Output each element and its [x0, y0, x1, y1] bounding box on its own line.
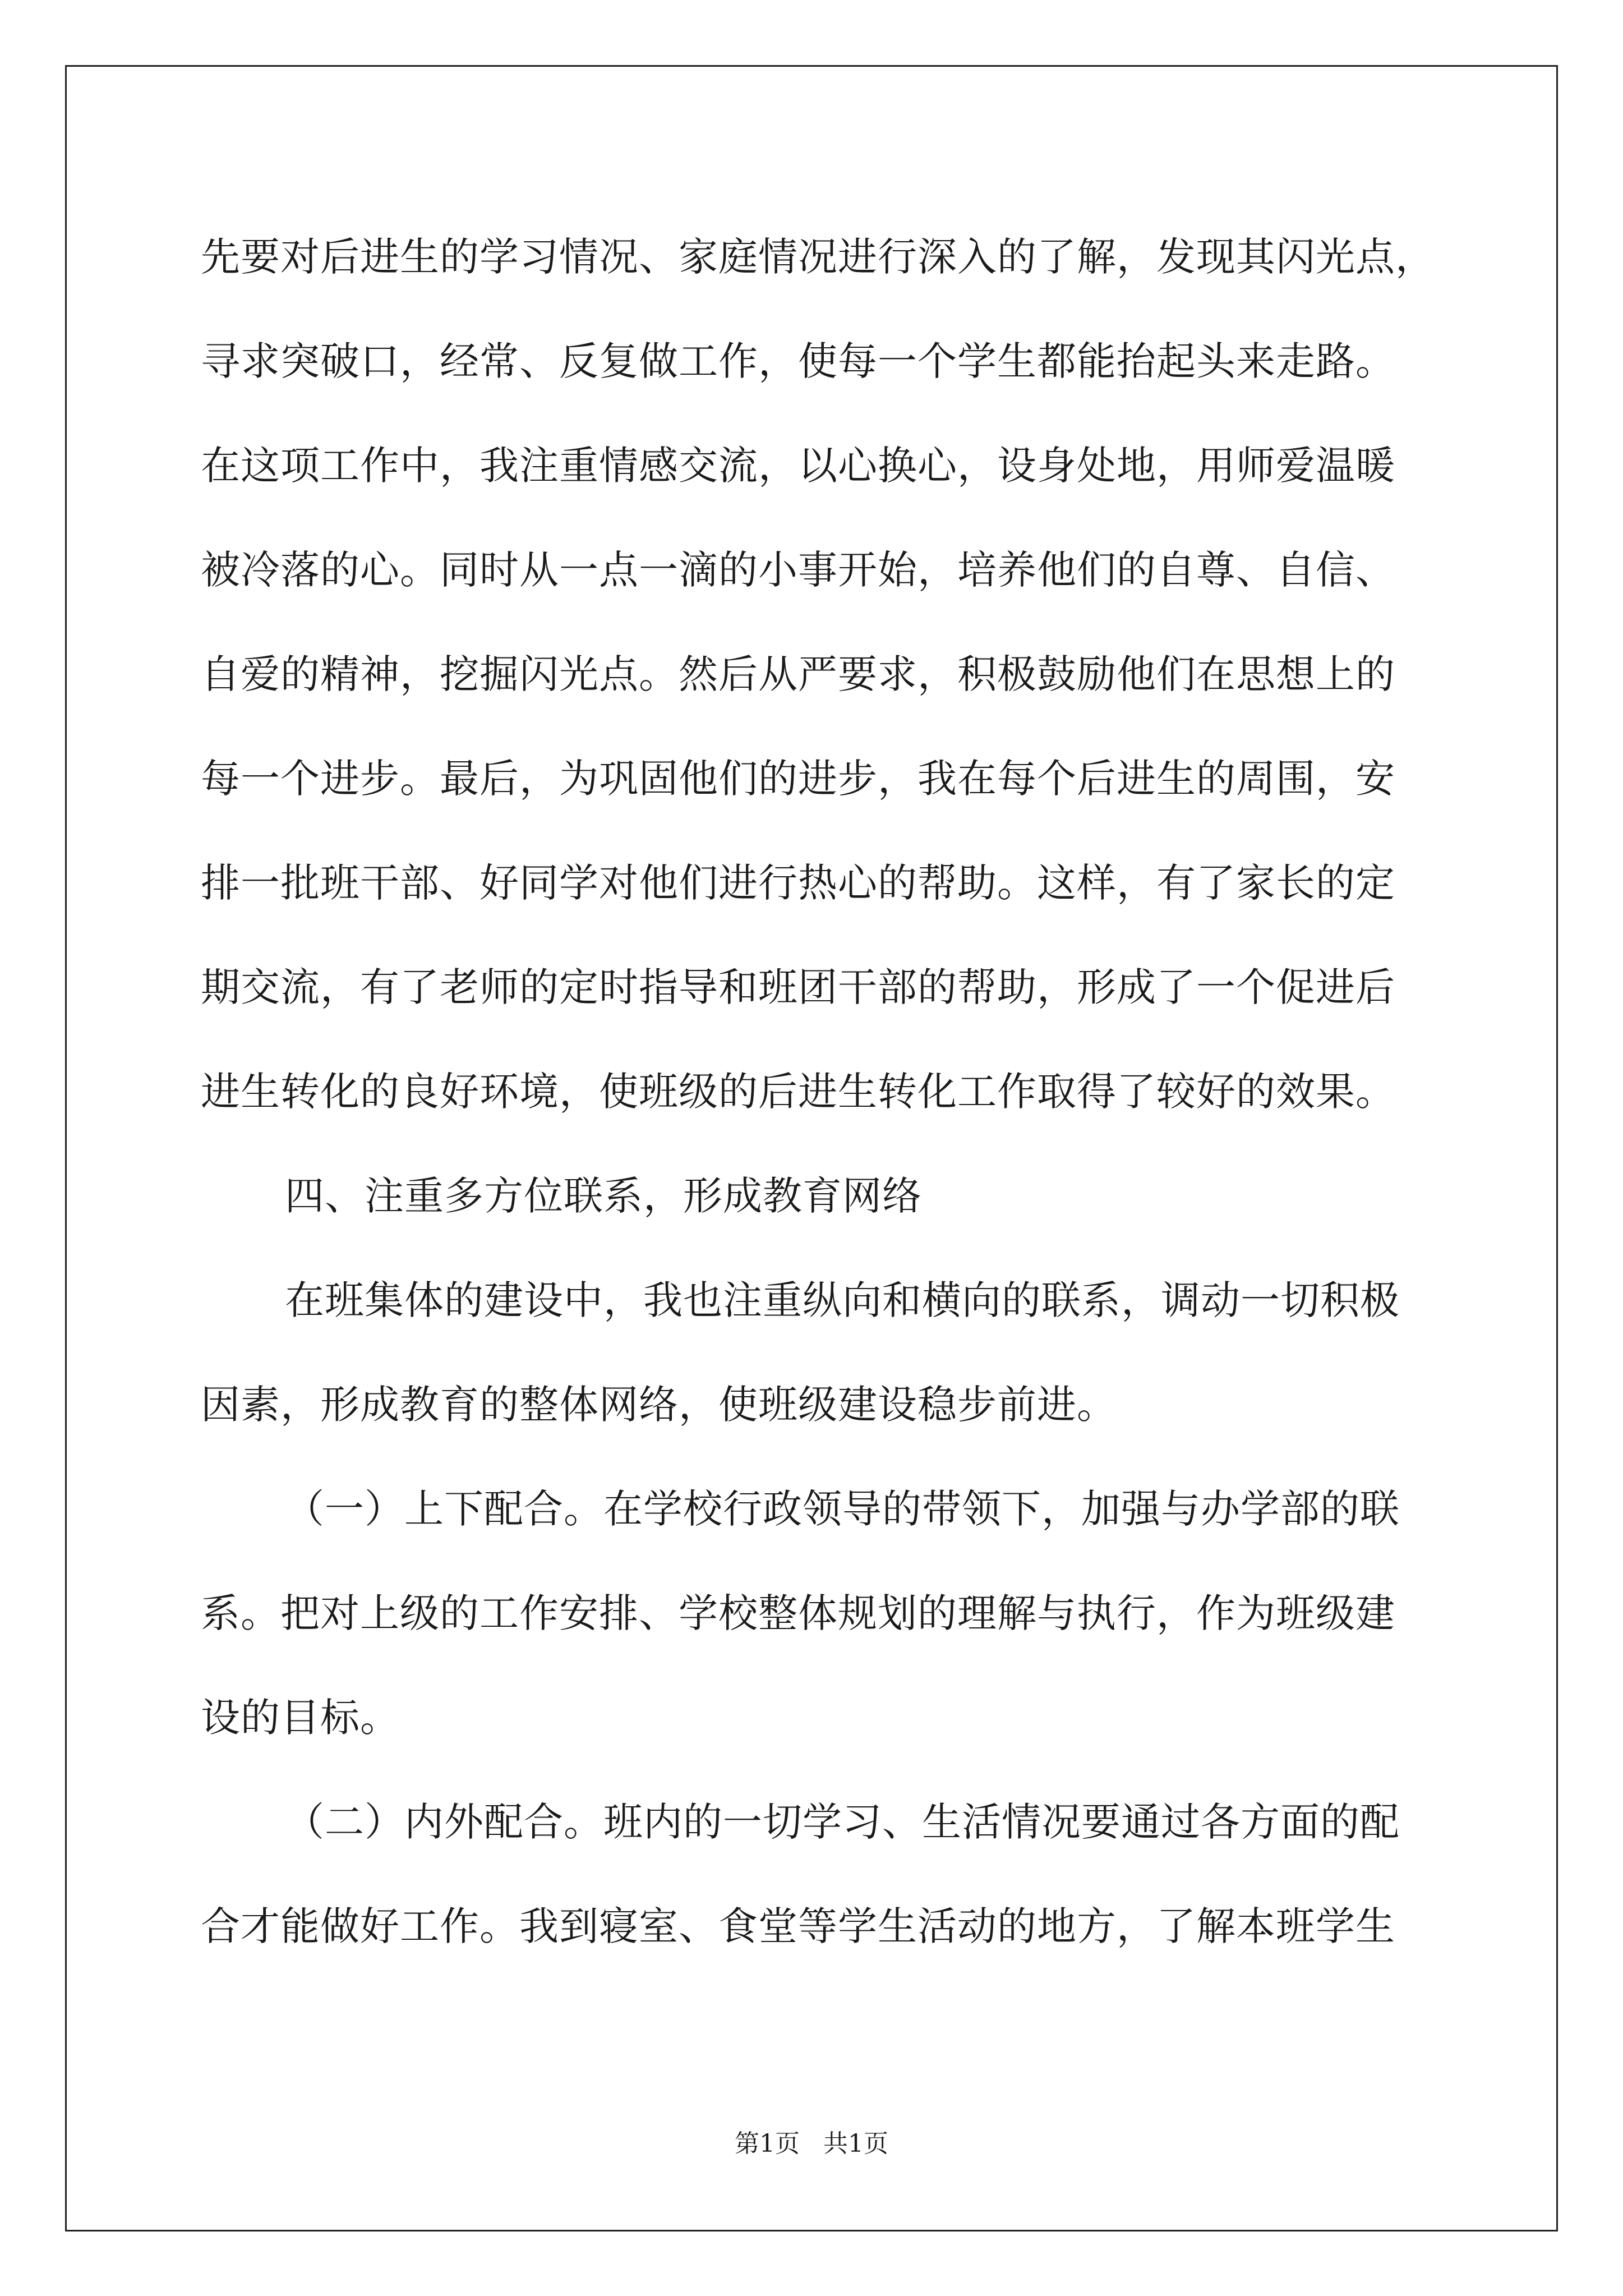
- document-body: [201, 205, 1435, 1978]
- text-line: 因素，形成教育的整体网络，使班级建设稳步前进。: [201, 1382, 1117, 1428]
- section-heading: 四、注重多方位联系，形成教育网络: [285, 1173, 922, 1219]
- text-line: 合才能做好工作。我到寝室、食堂等学生活动的地方，了解本班学生: [201, 1903, 1395, 1949]
- text-line: （一）上下配合。在学校行政领导的带领下，加强与办学部的联: [285, 1486, 1400, 1532]
- text-line: 自爱的精神，挖掘闪光点。然后从严要求，积极鼓励他们在思想上的: [201, 651, 1395, 697]
- footer-spacer: [800, 2129, 823, 2158]
- page-footer: [0, 2127, 1623, 2161]
- text-line: （二）内外配合。班内的一切学习、生活情况要通过各方面的配: [285, 1799, 1400, 1845]
- page-number-label: 第1页: [735, 2129, 800, 2158]
- text-line: 每一个进步。最后，为巩固他们的进步，我在每个后进生的周围，安: [201, 756, 1395, 802]
- text-line: 进生转化的良好环境，使班级的后进生转化工作取得了较好的效果。: [201, 1069, 1395, 1115]
- text-line: 寻求突破口，经常、反复做工作，使每一个学生都能抬起头来走路。: [201, 338, 1395, 384]
- text-line: 排一批班干部、好同学对他们进行热心的帮助。这样，有了家长的定: [201, 860, 1395, 906]
- text-line: 设的目标。: [201, 1695, 400, 1741]
- text-line: 系。把对上级的工作安排、学校整体规划的理解与执行，作为班级建: [201, 1590, 1395, 1636]
- page-total-label: 共1页: [823, 2129, 888, 2158]
- text-line: 被冷落的心。同时从一点一滴的小事开始，培养他们的自尊、自信、: [201, 547, 1395, 593]
- text-line: 在班集体的建设中，我也注重纵向和横向的联系，调动一切积极: [285, 1277, 1400, 1323]
- text-line: 先要对后进生的学习情况、家庭情况进行深入的了解，发现其闪光点，: [201, 234, 1435, 280]
- text-line: 在这项工作中，我注重情感交流，以心换心，设身处地，用师爱温暖: [201, 443, 1395, 489]
- text-line: 期交流，有了老师的定时指导和班团干部的帮助，形成了一个促进后: [201, 964, 1395, 1010]
